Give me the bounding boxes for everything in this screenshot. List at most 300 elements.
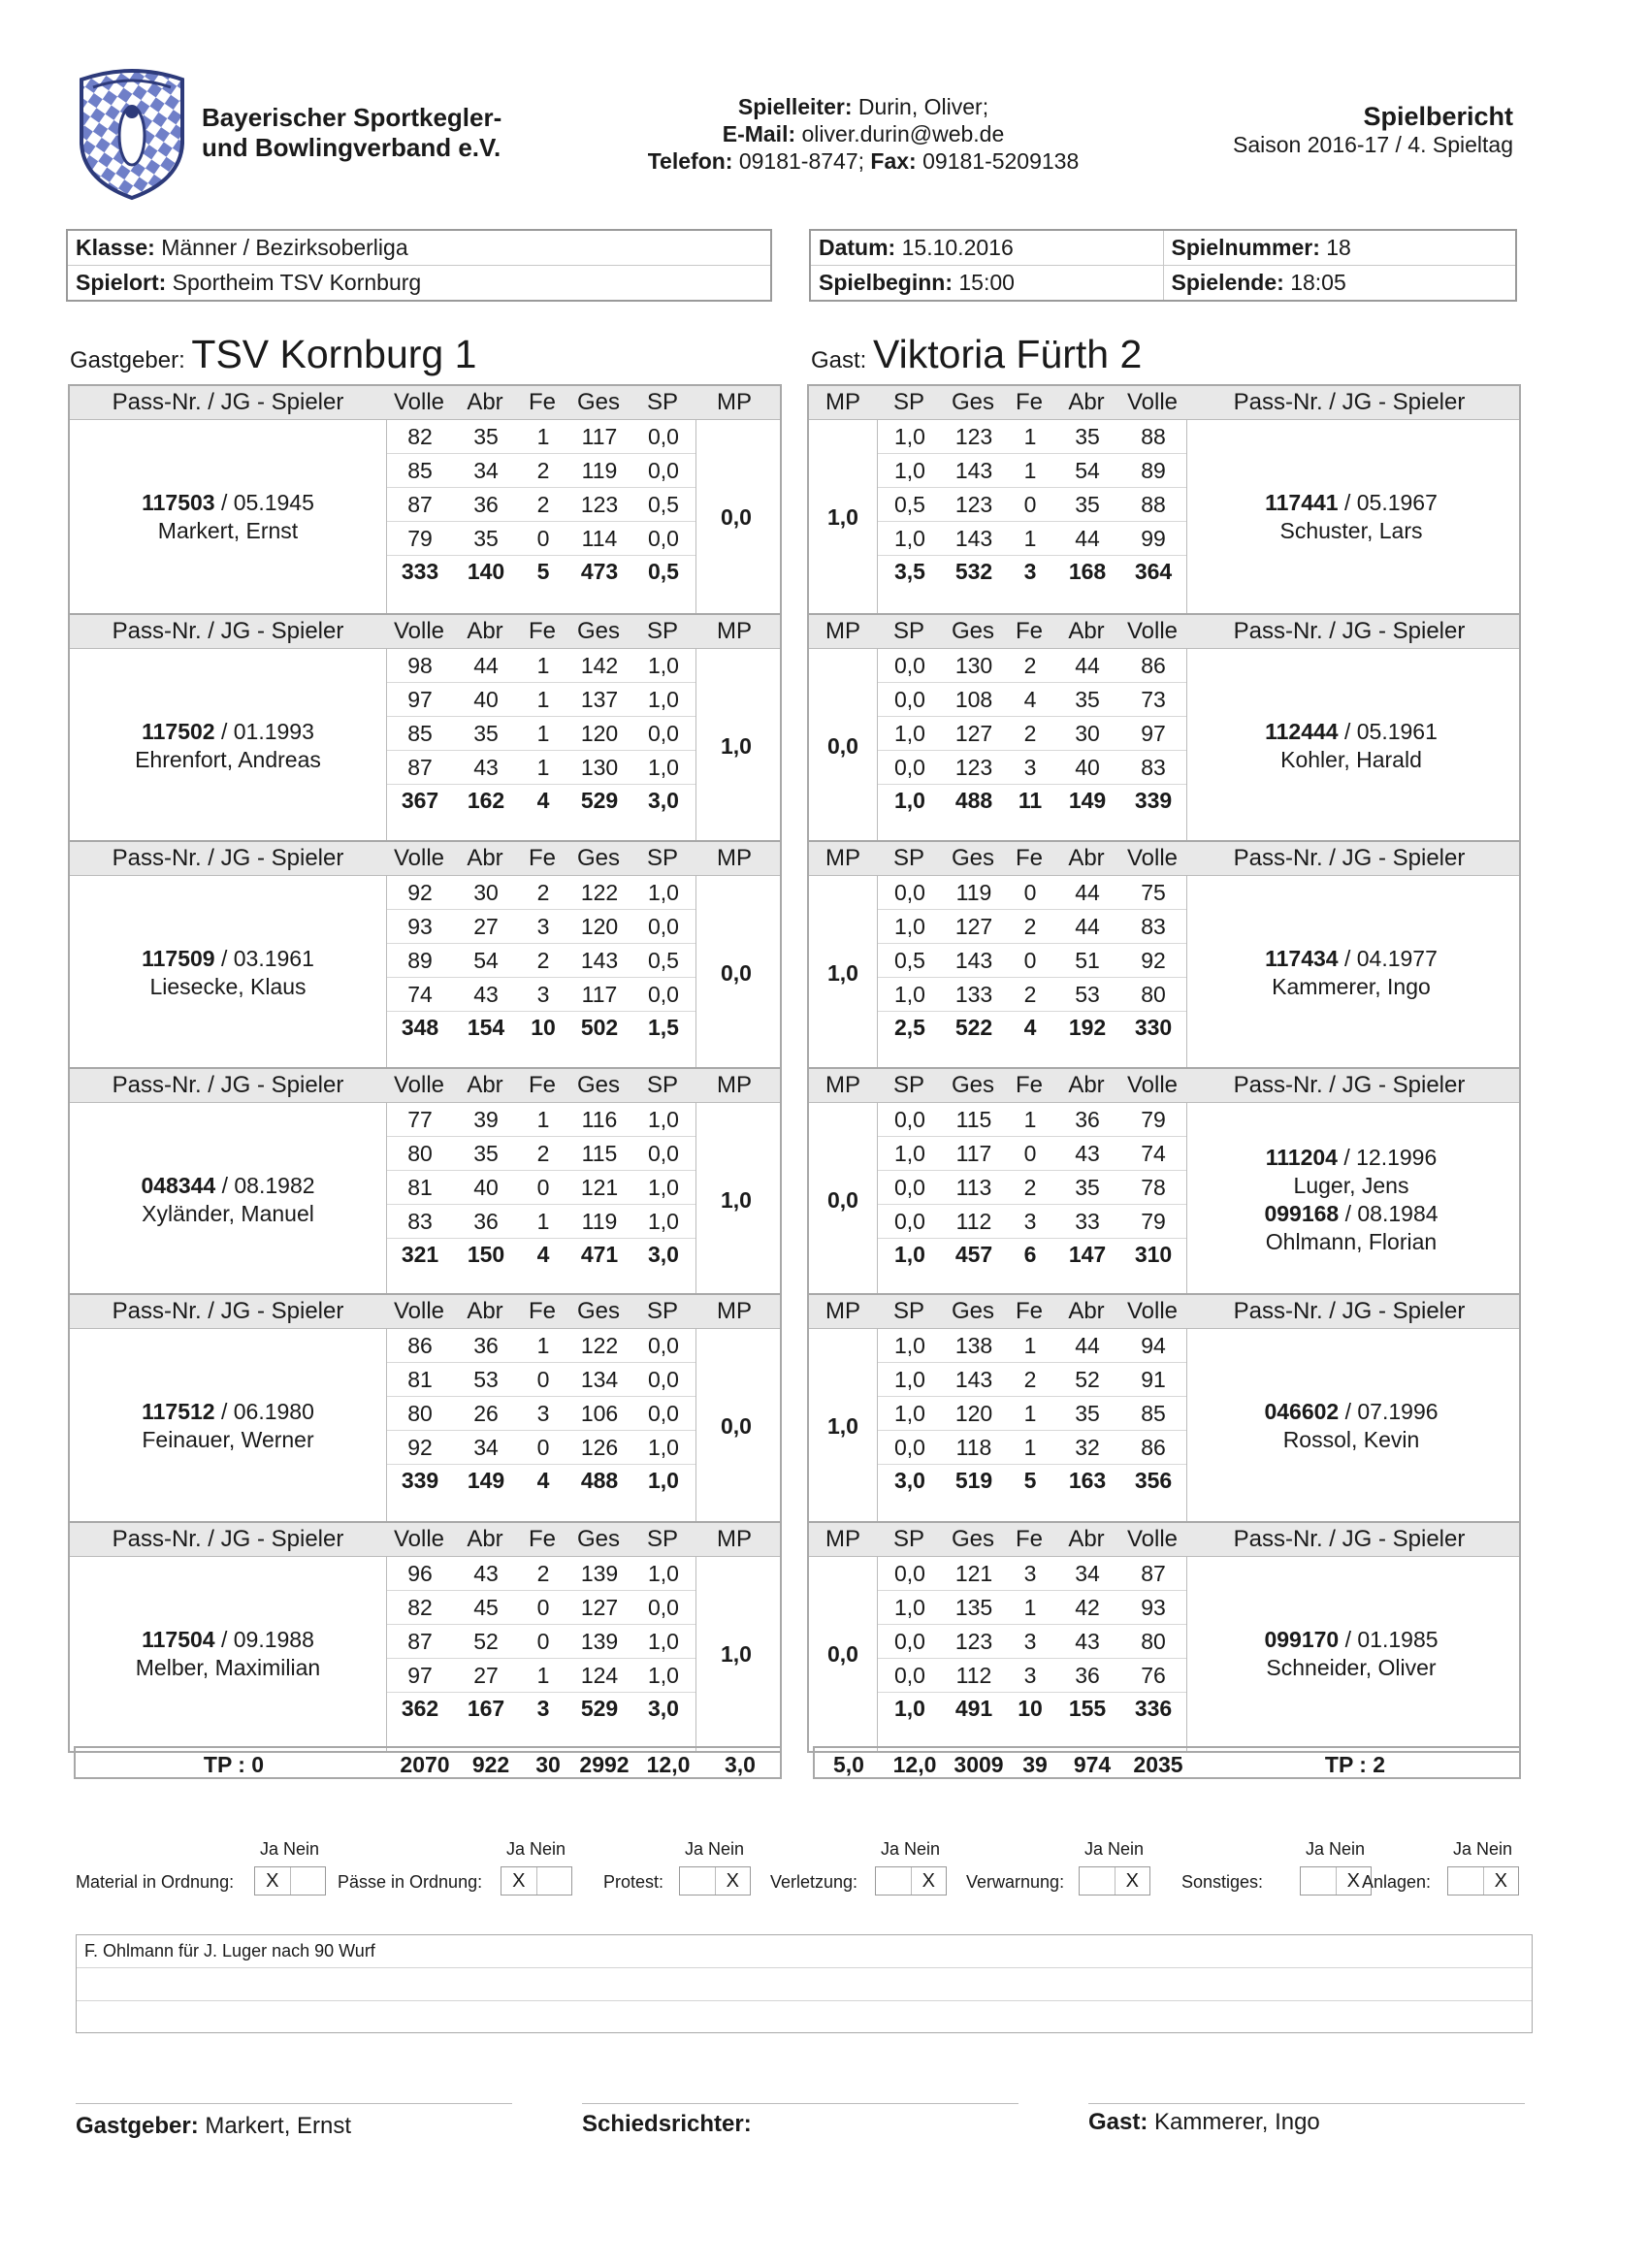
home-block-header xyxy=(70,1523,780,1557)
zeit-row xyxy=(811,266,1515,300)
home-game-sp: 1,0 xyxy=(648,1175,679,1200)
guest-sum-volle: 330 xyxy=(1134,1015,1173,1040)
home-sum-ges: 529 xyxy=(580,1696,619,1721)
guest-game-ges: 112 xyxy=(955,1663,992,1688)
guest-game-row xyxy=(878,454,1186,488)
guest-game-abr: 44 xyxy=(1075,526,1100,551)
datum-box xyxy=(809,229,1517,302)
guest-game-row xyxy=(878,1329,1186,1363)
spielnummer-label: Spielnummer: xyxy=(1171,235,1320,260)
home-game-ges: 139 xyxy=(580,1561,619,1586)
home-game-fe: 2 xyxy=(536,1141,550,1166)
guest-game-ges: 135 xyxy=(954,1595,993,1620)
home-game-row xyxy=(387,1171,695,1205)
checkbox-ja[interactable] xyxy=(876,1867,911,1895)
home-game-row xyxy=(387,1625,695,1659)
check-label: Verletzung: xyxy=(770,1872,858,1892)
home-game-abr: 30 xyxy=(473,880,499,905)
home-block-header xyxy=(70,842,780,876)
home-player-cell xyxy=(70,1557,386,1751)
guest-mp: 1,0 xyxy=(827,1412,858,1439)
header-ges: Ges xyxy=(951,389,994,415)
guest-game-volle: 88 xyxy=(1141,492,1166,517)
guest-game-ges: 127 xyxy=(954,914,993,939)
guest-game-fe: 2 xyxy=(1023,1175,1037,1200)
header-sp: SP xyxy=(646,845,678,871)
guest-game-volle: 89 xyxy=(1141,458,1166,483)
header-volle: Volle xyxy=(1126,618,1179,644)
guest-game-sp: 1,0 xyxy=(894,721,925,746)
home-games xyxy=(386,1557,696,1751)
home-game-volle: 79 xyxy=(407,526,433,551)
home-game-volle: 81 xyxy=(407,1367,433,1392)
header-player: Pass-Nr. / JG - Spieler xyxy=(112,1526,344,1552)
header-sp: SP xyxy=(646,1298,678,1324)
home-mp: 0,0 xyxy=(721,959,752,986)
guest-game-abr: 35 xyxy=(1075,687,1100,712)
guest-signature-line xyxy=(1088,2103,1525,2104)
guest-game-sp: 0,0 xyxy=(894,1209,925,1234)
guest-signature xyxy=(1088,2109,1320,2136)
guest-game-fe: 1 xyxy=(1023,1435,1037,1460)
header-volle: Volle xyxy=(393,1298,445,1324)
guest-block-header xyxy=(809,1069,1519,1103)
ja-nein-header: Ja Nein xyxy=(1453,1839,1513,1859)
home-sum-row xyxy=(387,785,695,816)
home-sum-sp: 3,0 xyxy=(648,788,679,813)
guest-player-block xyxy=(807,1521,1521,1753)
guest-block-body xyxy=(809,1329,1519,1523)
check-label: Verwarnung: xyxy=(966,1872,1065,1892)
checkbox-nein[interactable]: X xyxy=(911,1867,947,1895)
checkbox-nein[interactable]: X xyxy=(1115,1867,1150,1895)
guest-game-row xyxy=(878,1591,1186,1625)
home-game-fe: 0 xyxy=(536,1629,550,1654)
guest-game-row xyxy=(878,1363,1186,1397)
home-game-ges: 143 xyxy=(580,948,619,973)
home-game-ges: 119 xyxy=(581,458,618,483)
guest-game-volle: 86 xyxy=(1141,1435,1166,1460)
org-name-line2: und Bowlingverband e.V. xyxy=(202,133,501,162)
remarks-box[interactable] xyxy=(76,1934,1533,2033)
home-game-sp: 0,0 xyxy=(648,1141,679,1166)
home-player-block xyxy=(68,613,782,845)
home-game-sp: 0,0 xyxy=(648,526,679,551)
header-sp: SP xyxy=(646,1072,678,1098)
guest-game-sp: 0,0 xyxy=(894,653,925,678)
home-game-ges: 122 xyxy=(580,880,619,905)
guest-pass-number: 117441 xyxy=(1265,490,1339,515)
guest-mp: 0,0 xyxy=(827,1186,858,1213)
home-game-sp: 0,0 xyxy=(648,1333,679,1358)
home-game-volle: 92 xyxy=(407,880,433,905)
home-pass-number: 117509 xyxy=(142,946,215,971)
guest-game-sp: 0,5 xyxy=(894,948,925,973)
header-fe: Fe xyxy=(1015,389,1043,415)
home-player-name: Liesecke, Klaus xyxy=(149,974,307,999)
guest-game-row xyxy=(878,1137,1186,1171)
spielbeginn-value: 15:00 xyxy=(958,270,1015,295)
guest-game-row xyxy=(878,1205,1186,1239)
guest-game-ges: 121 xyxy=(954,1561,993,1586)
guest-game-ges: 138 xyxy=(954,1333,993,1358)
header-volle: Volle xyxy=(1126,389,1179,415)
header-volle: Volle xyxy=(393,1072,445,1098)
guest-game-abr: 36 xyxy=(1075,1107,1100,1132)
guest-game-row xyxy=(878,488,1186,522)
header-abr: Abr xyxy=(1068,389,1105,415)
header-player: Pass-Nr. / JG - Spieler xyxy=(112,389,344,415)
guest-game-ges: 143 xyxy=(954,948,993,973)
guest-birth-date: / 05.1961 xyxy=(1338,719,1438,744)
referee-signature-line xyxy=(582,2103,1018,2104)
header-ges: Ges xyxy=(951,845,994,871)
bskv-logo xyxy=(74,66,190,202)
header-fe: Fe xyxy=(1015,845,1043,871)
home-game-row xyxy=(387,1329,695,1363)
header-sp: SP xyxy=(892,1526,924,1552)
header-volle: Volle xyxy=(1126,1298,1179,1324)
home-game-row xyxy=(387,876,695,910)
home-game-volle: 92 xyxy=(407,1435,433,1460)
checkbox-nein[interactable]: X xyxy=(715,1867,751,1895)
org-name-line1: Bayerischer Sportkegler- xyxy=(202,103,502,132)
home-game-fe: 2 xyxy=(536,458,550,483)
yes-no-checkbox[interactable] xyxy=(1079,1866,1150,1895)
guest-player-name: Schneider, Oliver xyxy=(1266,1655,1437,1680)
yes-no-checkbox[interactable] xyxy=(1447,1866,1519,1895)
email-line xyxy=(543,120,1183,147)
home-sum-fe: 4 xyxy=(536,788,550,813)
home-pass-number: 117503 xyxy=(142,490,215,515)
guest-game-sp: 1,0 xyxy=(894,424,925,449)
guest-sum-sp: 2,5 xyxy=(894,1015,925,1040)
header-mp: MP xyxy=(825,1526,860,1552)
guest-player-cell xyxy=(1187,1329,1515,1523)
ja-nein-header: Ja Nein xyxy=(1306,1839,1366,1859)
home-game-sp: 1,0 xyxy=(648,755,679,780)
organisation-name xyxy=(202,103,501,163)
guest-game-abr: 33 xyxy=(1075,1209,1100,1234)
header-sp: SP xyxy=(892,1298,924,1324)
home-block-header xyxy=(70,1295,780,1329)
header-player: Pass-Nr. / JG - Spieler xyxy=(1233,1526,1466,1552)
checkbox-ja[interactable]: X xyxy=(512,1870,526,1892)
home-mp: 1,0 xyxy=(721,1186,752,1213)
home-game-volle: 80 xyxy=(407,1141,433,1166)
home-game-ges: 120 xyxy=(580,914,619,939)
home-game-row xyxy=(387,683,695,717)
home-game-volle: 98 xyxy=(407,653,433,678)
home-game-volle: 82 xyxy=(407,1595,433,1620)
guest-game-fe: 1 xyxy=(1023,1333,1037,1358)
guest-game-ges: 119 xyxy=(955,880,992,905)
guest-game-volle: 75 xyxy=(1141,880,1166,905)
guest-game-volle: 83 xyxy=(1141,914,1166,939)
guest-game-fe: 2 xyxy=(1023,1367,1037,1392)
home-sum-ges: 473 xyxy=(580,559,619,584)
guest-game-volle: 74 xyxy=(1141,1141,1166,1166)
guest-sum-volle: 339 xyxy=(1134,788,1173,813)
home-game-sp: 1,0 xyxy=(648,1663,679,1688)
guest-game-volle: 92 xyxy=(1141,948,1166,973)
header-mp: MP xyxy=(717,389,752,415)
home-pass-number: 117502 xyxy=(142,719,215,744)
guest-game-fe: 4 xyxy=(1023,687,1037,712)
home-game-ges: 139 xyxy=(580,1629,619,1654)
home-game-volle: 93 xyxy=(407,914,433,939)
guest-game-sp: 0,5 xyxy=(894,492,925,517)
checkbox-ja[interactable] xyxy=(1301,1867,1336,1895)
checkbox-nein[interactable] xyxy=(290,1867,326,1895)
home-player-name: Xyländer, Manuel xyxy=(142,1201,314,1226)
guest-game-abr: 32 xyxy=(1075,1435,1100,1460)
guest-game-fe: 0 xyxy=(1023,1141,1037,1166)
guest-games xyxy=(877,1557,1187,1751)
guest-game-fe: 1 xyxy=(1023,458,1037,483)
spielleiter-line xyxy=(543,93,1183,120)
home-game-sp: 0,0 xyxy=(648,424,679,449)
home-sum-sp: 1,0 xyxy=(648,1468,679,1493)
guest-game-fe: 3 xyxy=(1023,755,1037,780)
home-block-header xyxy=(70,386,780,420)
home-game-sp: 1,0 xyxy=(648,653,679,678)
guest-game-fe: 1 xyxy=(1023,526,1037,551)
guest-game-abr: 43 xyxy=(1075,1629,1100,1654)
home-game-fe: 0 xyxy=(536,1595,550,1620)
header-sp: SP xyxy=(892,389,924,415)
home-signature-value: Markert, Ernst xyxy=(205,2113,352,2139)
home-game-sp: 0,0 xyxy=(648,721,679,746)
home-game-ges: 122 xyxy=(580,1333,619,1358)
header-abr: Abr xyxy=(1068,1526,1105,1552)
header-mp: MP xyxy=(825,1072,860,1098)
home-sum-row xyxy=(387,556,695,587)
header-player: Pass-Nr. / JG - Spieler xyxy=(1233,1298,1466,1324)
guest-player-id xyxy=(1264,1200,1438,1228)
home-game-volle: 86 xyxy=(407,1333,433,1358)
home-game-fe: 3 xyxy=(536,914,550,939)
guest-game-sp: 0,0 xyxy=(894,880,925,905)
guest-game-sp: 1,0 xyxy=(894,914,925,939)
guest-block-header xyxy=(809,842,1519,876)
guest-sum-fe: 5 xyxy=(1023,1468,1037,1493)
header-mp: MP xyxy=(825,845,860,871)
guest-player-id xyxy=(1265,945,1438,973)
home-mp: 1,0 xyxy=(721,1640,752,1667)
checkbox-ja[interactable] xyxy=(1080,1867,1115,1895)
header-sp: SP xyxy=(892,845,924,871)
guest-block-body xyxy=(809,876,1519,1070)
header-sp: SP xyxy=(646,618,678,644)
home-game-sp: 0,5 xyxy=(648,948,679,973)
yes-no-checkbox[interactable] xyxy=(254,1866,326,1895)
guest-game-row xyxy=(878,717,1186,751)
guest-game-row xyxy=(878,1171,1186,1205)
header-fe: Fe xyxy=(528,1072,556,1098)
guest-totals-row xyxy=(813,1746,1521,1779)
guest-game-fe: 2 xyxy=(1023,653,1037,678)
guest-sum-fe: 3 xyxy=(1023,559,1037,584)
guest-player-cell xyxy=(1187,420,1515,614)
guest-player-cell xyxy=(1187,1557,1515,1751)
guest-sum-fe: 6 xyxy=(1023,1242,1037,1267)
home-mp: 1,0 xyxy=(721,732,752,759)
home-game-abr: 35 xyxy=(473,721,499,746)
home-game-sp: 1,0 xyxy=(648,1107,679,1132)
header-fe: Fe xyxy=(528,1526,556,1552)
home-game-ges: 106 xyxy=(580,1401,619,1426)
header-player: Pass-Nr. / JG - Spieler xyxy=(112,1298,344,1324)
home-game-ges: 121 xyxy=(580,1175,619,1200)
guest-sum-row xyxy=(878,1693,1186,1724)
header-player: Pass-Nr. / JG - Spieler xyxy=(1233,1072,1466,1098)
home-game-row xyxy=(387,454,695,488)
home-signature-line xyxy=(76,2103,512,2104)
home-game-fe: 1 xyxy=(536,1107,550,1132)
home-player-id xyxy=(142,1626,314,1654)
home-pass-number: 117504 xyxy=(142,1627,215,1652)
guest-tp: TP : 2 xyxy=(1324,1752,1386,1777)
home-game-row xyxy=(387,1103,695,1137)
guest-player-block xyxy=(807,1293,1521,1525)
home-total-mp: 3,0 xyxy=(725,1752,756,1777)
home-game-fe: 1 xyxy=(536,687,550,712)
home-game-row xyxy=(387,649,695,683)
check-label: Pässe in Ordnung: xyxy=(338,1872,483,1892)
checkbox-nein[interactable]: X xyxy=(1336,1867,1372,1895)
remarks-line-1: F. Ohlmann für J. Luger nach 90 Wurf xyxy=(77,1935,1532,1968)
guest-game-fe: 2 xyxy=(1023,982,1037,1007)
home-mp: 0,0 xyxy=(721,1412,752,1439)
guest-sum-ges: 532 xyxy=(954,559,993,584)
guest-team-name: Viktoria Fürth 2 xyxy=(873,332,1143,376)
guest-game-sp: 0,0 xyxy=(894,755,925,780)
home-game-ges: 117 xyxy=(581,982,618,1007)
guest-sum-abr: 163 xyxy=(1068,1468,1107,1493)
home-block-header xyxy=(70,615,780,649)
home-player-name: Markert, Ernst xyxy=(157,518,299,543)
home-game-abr: 43 xyxy=(473,982,499,1007)
header-ges: Ges xyxy=(576,389,620,415)
yes-no-checkbox[interactable] xyxy=(875,1866,947,1895)
email-value: oliver.durin@web.de xyxy=(801,121,1005,146)
guest-game-abr: 44 xyxy=(1075,880,1100,905)
home-game-abr: 36 xyxy=(473,1209,499,1234)
guest-games xyxy=(877,1103,1187,1297)
ja-nein-header: Ja Nein xyxy=(1084,1839,1145,1859)
header-mp: MP xyxy=(717,1526,752,1552)
header-mp: MP xyxy=(717,1298,752,1324)
yes-no-checkbox[interactable] xyxy=(501,1866,572,1895)
home-game-row xyxy=(387,751,695,785)
guest-game-volle: 79 xyxy=(1141,1107,1166,1132)
klasse-label: Klasse: xyxy=(76,235,155,260)
checkbox-nein[interactable] xyxy=(536,1867,572,1895)
home-game-ges: 114 xyxy=(581,526,618,551)
yes-no-checkbox[interactable] xyxy=(1300,1866,1372,1895)
home-game-abr: 43 xyxy=(473,755,499,780)
guest-game-row xyxy=(878,649,1186,683)
home-game-abr: 35 xyxy=(473,424,499,449)
home-game-volle: 74 xyxy=(407,982,433,1007)
home-game-sp: 0,0 xyxy=(648,458,679,483)
guest-game-volle: 83 xyxy=(1141,755,1166,780)
header-sp: SP xyxy=(892,1072,924,1098)
check-label: Material in Ordnung: xyxy=(76,1872,235,1892)
guest-game-abr: 42 xyxy=(1075,1595,1100,1620)
header-fe: Fe xyxy=(528,845,556,871)
guest-game-ges: 143 xyxy=(954,526,993,551)
home-team-name: TSV Kornburg 1 xyxy=(191,332,477,376)
guest-game-volle: 97 xyxy=(1141,721,1166,746)
guest-sum-volle: 336 xyxy=(1134,1696,1173,1721)
guest-game-sp: 0,0 xyxy=(894,1561,925,1586)
guest-player-id xyxy=(1264,1398,1438,1426)
guest-block-header xyxy=(809,615,1519,649)
guest-total-ges: 3009 xyxy=(954,1752,1004,1777)
home-game-abr: 44 xyxy=(473,653,499,678)
home-game-abr: 40 xyxy=(473,1175,499,1200)
checkbox-ja[interactable]: X xyxy=(266,1870,279,1892)
checkbox-ja[interactable] xyxy=(1448,1867,1483,1895)
header-abr: Abr xyxy=(467,845,503,871)
guest-game-fe: 1 xyxy=(1023,424,1037,449)
guest-player-block xyxy=(807,1067,1521,1299)
home-game-volle: 85 xyxy=(407,721,433,746)
guest-pass-number: 117434 xyxy=(1265,946,1339,971)
guest-sum-ges: 491 xyxy=(954,1696,993,1721)
yes-no-checkbox[interactable] xyxy=(679,1866,751,1895)
checkbox-ja[interactable] xyxy=(680,1867,715,1895)
guest-pass-number: 099170 xyxy=(1264,1627,1340,1652)
guest-game-volle: 91 xyxy=(1141,1367,1166,1392)
guest-sum-sp: 1,0 xyxy=(894,788,925,813)
home-game-row xyxy=(387,944,695,978)
home-game-fe: 3 xyxy=(536,1401,550,1426)
home-pass-number: 117512 xyxy=(142,1399,215,1424)
guest-sum-sp: 3,5 xyxy=(894,559,925,584)
header-abr: Abr xyxy=(467,1526,503,1552)
guest-player-block xyxy=(807,384,1521,616)
home-game-ges: 115 xyxy=(581,1141,618,1166)
home-birth-date: / 09.1988 xyxy=(214,1627,314,1652)
home-total-sp: 12,0 xyxy=(646,1752,691,1777)
guest-pass-number: 111204 xyxy=(1265,1145,1338,1170)
guest-block-body xyxy=(809,1557,1519,1751)
home-player-id xyxy=(142,718,314,746)
home-game-row xyxy=(387,488,695,522)
home-game-volle: 97 xyxy=(407,1663,433,1688)
checkbox-nein[interactable]: X xyxy=(1483,1867,1519,1895)
home-game-fe: 3 xyxy=(536,982,550,1007)
header-mp: MP xyxy=(717,1072,752,1098)
guest-sum-row xyxy=(878,556,1186,587)
guest-game-volle: 73 xyxy=(1141,687,1166,712)
header-mp: MP xyxy=(825,389,860,415)
guest-sum-volle: 310 xyxy=(1134,1242,1173,1267)
guest-games xyxy=(877,649,1187,843)
guest-block-body xyxy=(809,649,1519,843)
home-sum-ges: 471 xyxy=(580,1242,619,1267)
home-sum-volle: 333 xyxy=(401,559,439,584)
guest-game-abr: 36 xyxy=(1075,1663,1100,1688)
home-game-abr: 40 xyxy=(473,687,499,712)
guest-birth-date: / 05.1967 xyxy=(1338,490,1438,515)
guest-game-ges: 143 xyxy=(954,1367,993,1392)
guest-player-name: Rossol, Kevin xyxy=(1282,1427,1420,1452)
guest-game-volle: 76 xyxy=(1141,1663,1166,1688)
